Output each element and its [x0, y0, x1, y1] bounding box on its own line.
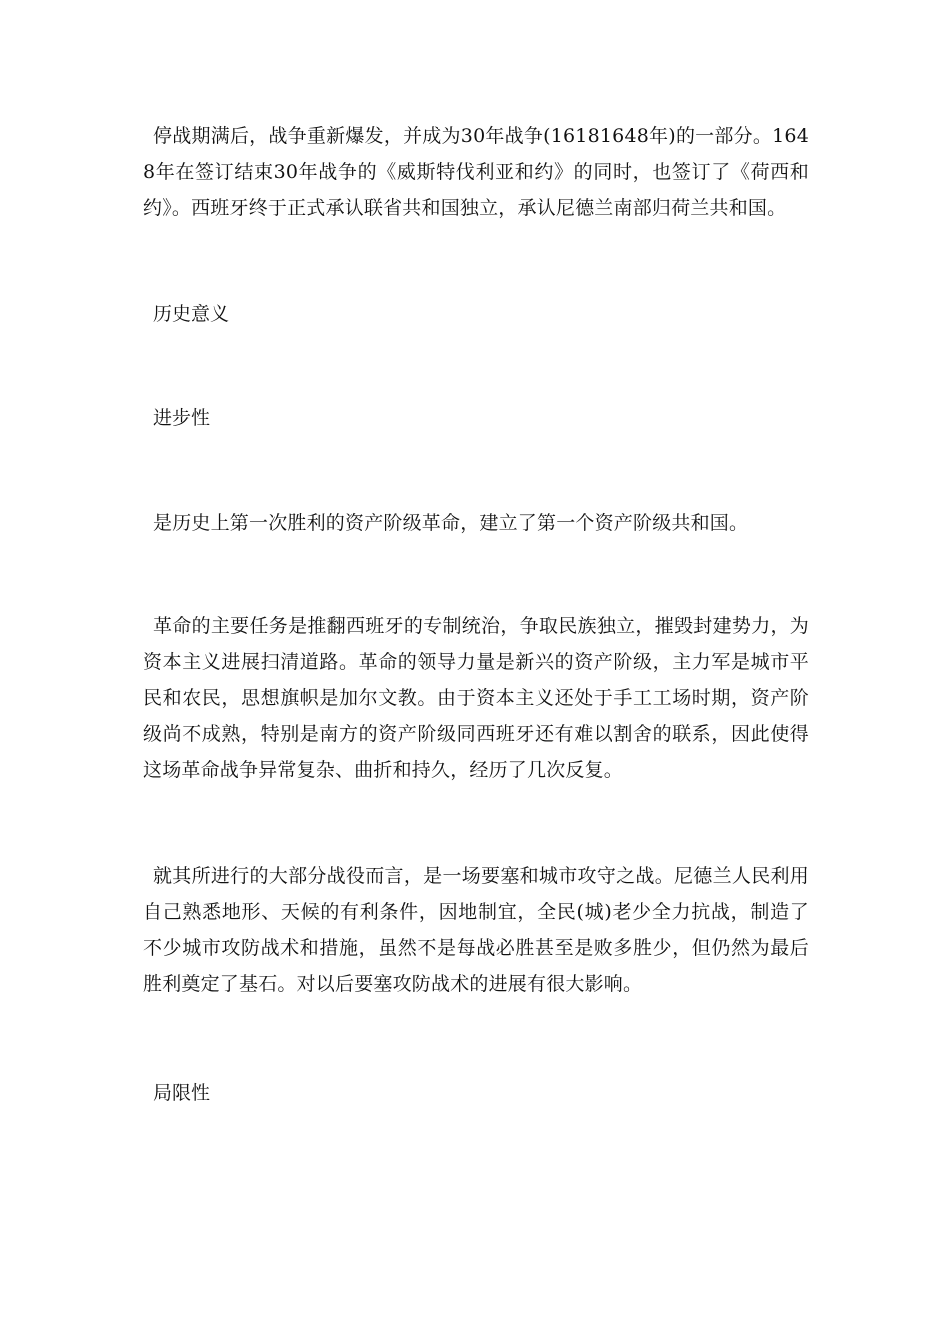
- paragraph-truce-and-peace: 停战期满后，战争重新爆发，并成为30年战争(16181648年)的一部分。1648年在签订结束30年战争的《威斯特伐利亚和约》的同时，也签订了《荷西和约》。西班牙终于正式承认联省共和国独立，承认尼德兰南部归荷兰共和国。: [143, 125, 809, 219]
- paragraph-fortress-warfare: 就其所进行的大部分战役而言，是一场要塞和城市攻守之战。尼德兰人民利用自己熟悉地形、天候的有利条件，因地制宜，全民(城)老少全力抗战，制造了不少城市攻防战术和措施，虽然不是每战必胜甚至是败多胜少，但仍然为最后胜利奠定了基石。对以后要塞攻防战术的进展有很大影响。: [143, 865, 809, 995]
- paragraph-first-bourgeois-revolution: 是历史上第一次胜利的资产阶级革命，建立了第一个资产阶级共和国。: [153, 512, 749, 534]
- heading-historical-significance: 历史意义: [153, 303, 230, 325]
- heading-limitations: 局限性: [153, 1082, 211, 1104]
- paragraph-revolution-main-task: 革命的主要任务是推翻西班牙的专制统治，争取民族独立，摧毁封建势力，为资本主义进展扫清道路。革命的领导力量是新兴的资产阶级，主力军是城市平民和农民，思想旗帜是加尔文教。由于资本主义还处于手工工场时期，资产阶级尚不成熟，特别是南方的资产阶级同西班牙还有难以割舍的联系，因此使得这场革命战争异常复杂、曲折和持久，经历了几次反复。: [143, 615, 809, 781]
- heading-progressiveness: 进步性: [153, 407, 211, 429]
